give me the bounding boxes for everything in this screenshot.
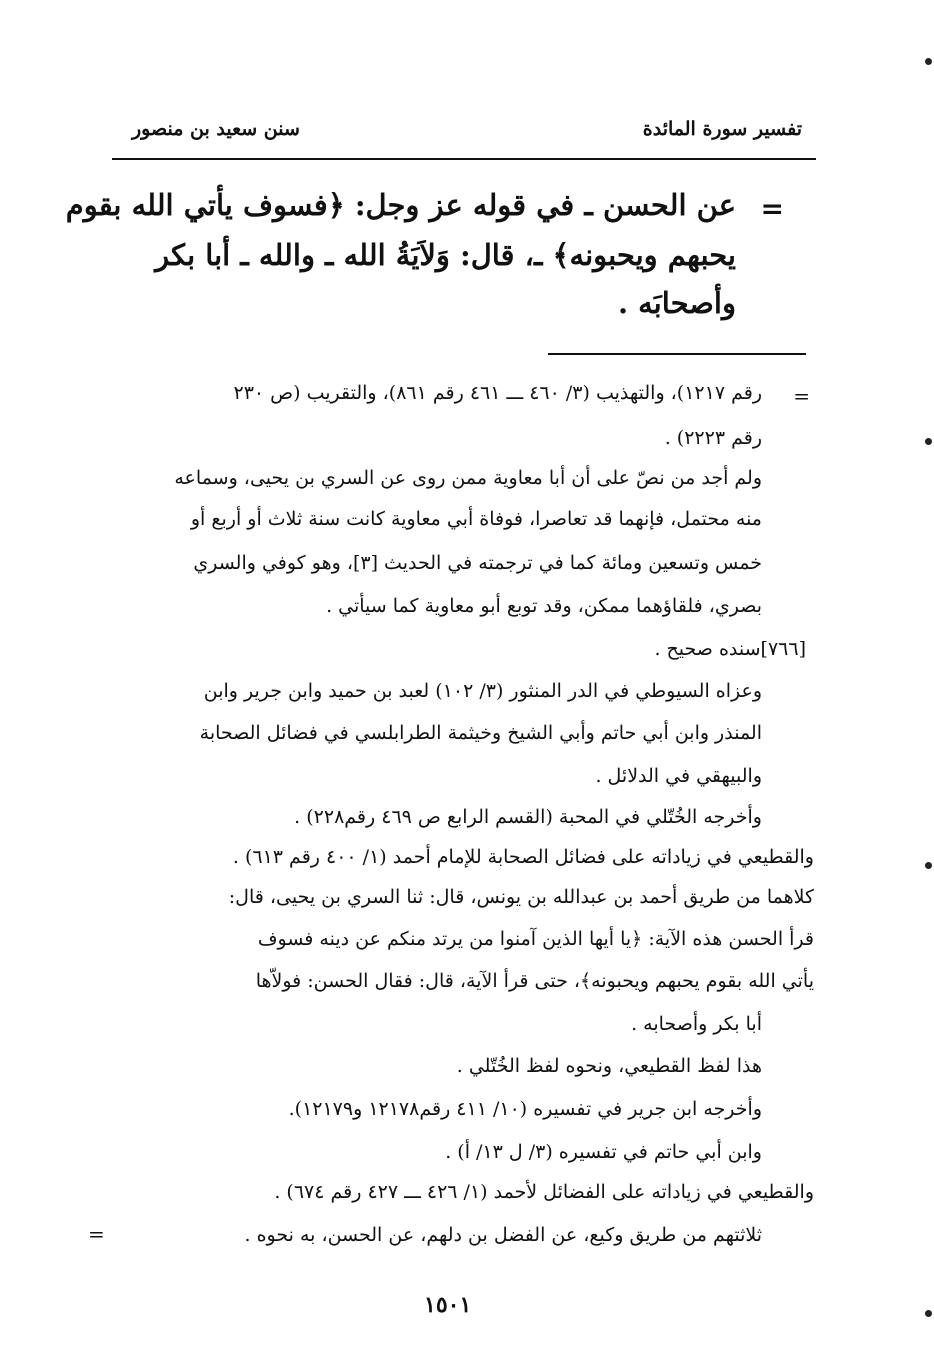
binding-dot <box>925 58 932 65</box>
footnote-line: بصري، فلقاؤهما ممكن، وقد توبع أبو معاوية كما سيأتي . <box>326 595 762 617</box>
footnote-line: كلاهما من طريق أحمد بن عبدالله بن يونس، قال: ثنا السري بن يحيى، قال: <box>228 886 814 908</box>
running-title-right: تفسير سورة المائدة <box>642 118 802 140</box>
footnote-line: والبيهقي في الدلائل . <box>595 765 762 787</box>
footnote-line: وابن أبي حاتم في تفسيره (٣/ ل ١٣/ أ) . <box>445 1141 762 1163</box>
footnote-rule <box>548 353 806 355</box>
main-text-line: وأصحابَه . <box>617 286 736 320</box>
footnote-line: والقطيعي في زياداته على الفضائل لأحمد (١/ ٤٢٦ ـــ ٤٢٧ رقم ٦٧٤) . <box>274 1181 814 1203</box>
footnote-line: منه محتمل، فإنهما قد تعاصرا، فوفاة أبي معاوية كانت سنة ثلاث أو أربع أو <box>190 508 762 530</box>
footnote-reference: [٧٦٦]سنده صحيح . <box>654 638 806 660</box>
footnote-line: وأخرجه الخُتّلي في المحبة (القسم الرابع ص ٤٦٩ رقم٢٢٨) . <box>294 806 762 828</box>
binding-dot <box>925 862 932 869</box>
header-rule <box>112 158 816 160</box>
footnote-line: ولم أجد من نصّ على أن أبا معاوية ممن روى عن السري بن يحيى، وسماعه <box>174 467 762 489</box>
footnote-line: وأخرجه ابن جرير في تفسيره (١٠/ ٤١١ رقم١٢١٧٨ و١٢١٧٩). <box>288 1098 762 1120</box>
footnote-continuation-mark: = <box>793 384 810 408</box>
footnote-line: قرأ الحسن هذه الآية: ﴿يا أيها الذين آمنوا من يرتد منكم عن دينه فسوف <box>257 928 814 950</box>
footnote-line: أبا بكر وأصحابه . <box>631 1013 762 1035</box>
main-continuation-mark: = <box>760 192 784 225</box>
footnote-line: ثلاثتهم من طريق وكيع، عن الفضل بن دلهم، عن الحسن، به نحوه . <box>244 1224 762 1246</box>
main-text-line: يحبهم ويحبونه﴾ ـ، قال: وَلاَيَةُ الله ـ والله ـ أبا بكر <box>155 238 736 272</box>
footnote-line: وعزاه السيوطي في الدر المنثور (٣/ ١٠٢) لعبد بن حميد وابن جرير وابن <box>203 680 762 702</box>
binding-dot <box>925 438 932 445</box>
footnote-line: هذا لفظ القطيعي، ونحوه لفظ الخُتّلي . <box>456 1055 762 1077</box>
footnote-line: رقم ٢٢٢٣) . <box>664 427 762 449</box>
running-title-left: سنن سعيد بن منصور <box>132 118 300 140</box>
footnote-line: خمس وتسعين ومائة كما في ترجمته في الحديث [٣]، وهو كوفي والسري <box>193 552 762 574</box>
page-number: ١٥٠١ <box>424 1292 472 1318</box>
footnote-line: والقطيعي في زياداته على فضائل الصحابة للإمام أحمد (١/ ٤٠٠ رقم ٦١٣) . <box>232 846 814 868</box>
footnote-line: رقم ١٢١٧)، والتهذيب (٣/ ٤٦٠ ـــ ٤٦١ رقم ٨٦١)، والتقريب (ص ٢٣٠ <box>233 382 762 404</box>
main-text-line: عن الحسن ـ في قوله عز وجل: ﴿فسوف يأتي الله بقوم <box>65 188 736 222</box>
footnote-line: يأتي الله بقوم يحبهم ويحبونه﴾، حتى قرأ الآية، قال: فقال الحسن: فولاّها <box>255 970 814 992</box>
binding-dot <box>925 1310 932 1317</box>
footnote-continued-mark: = <box>88 1222 105 1246</box>
footnote-line: المنذر وابن أبي حاتم وأبي الشيخ وخيثمة الطرابلسي في فضائل الصحابة <box>199 722 762 744</box>
